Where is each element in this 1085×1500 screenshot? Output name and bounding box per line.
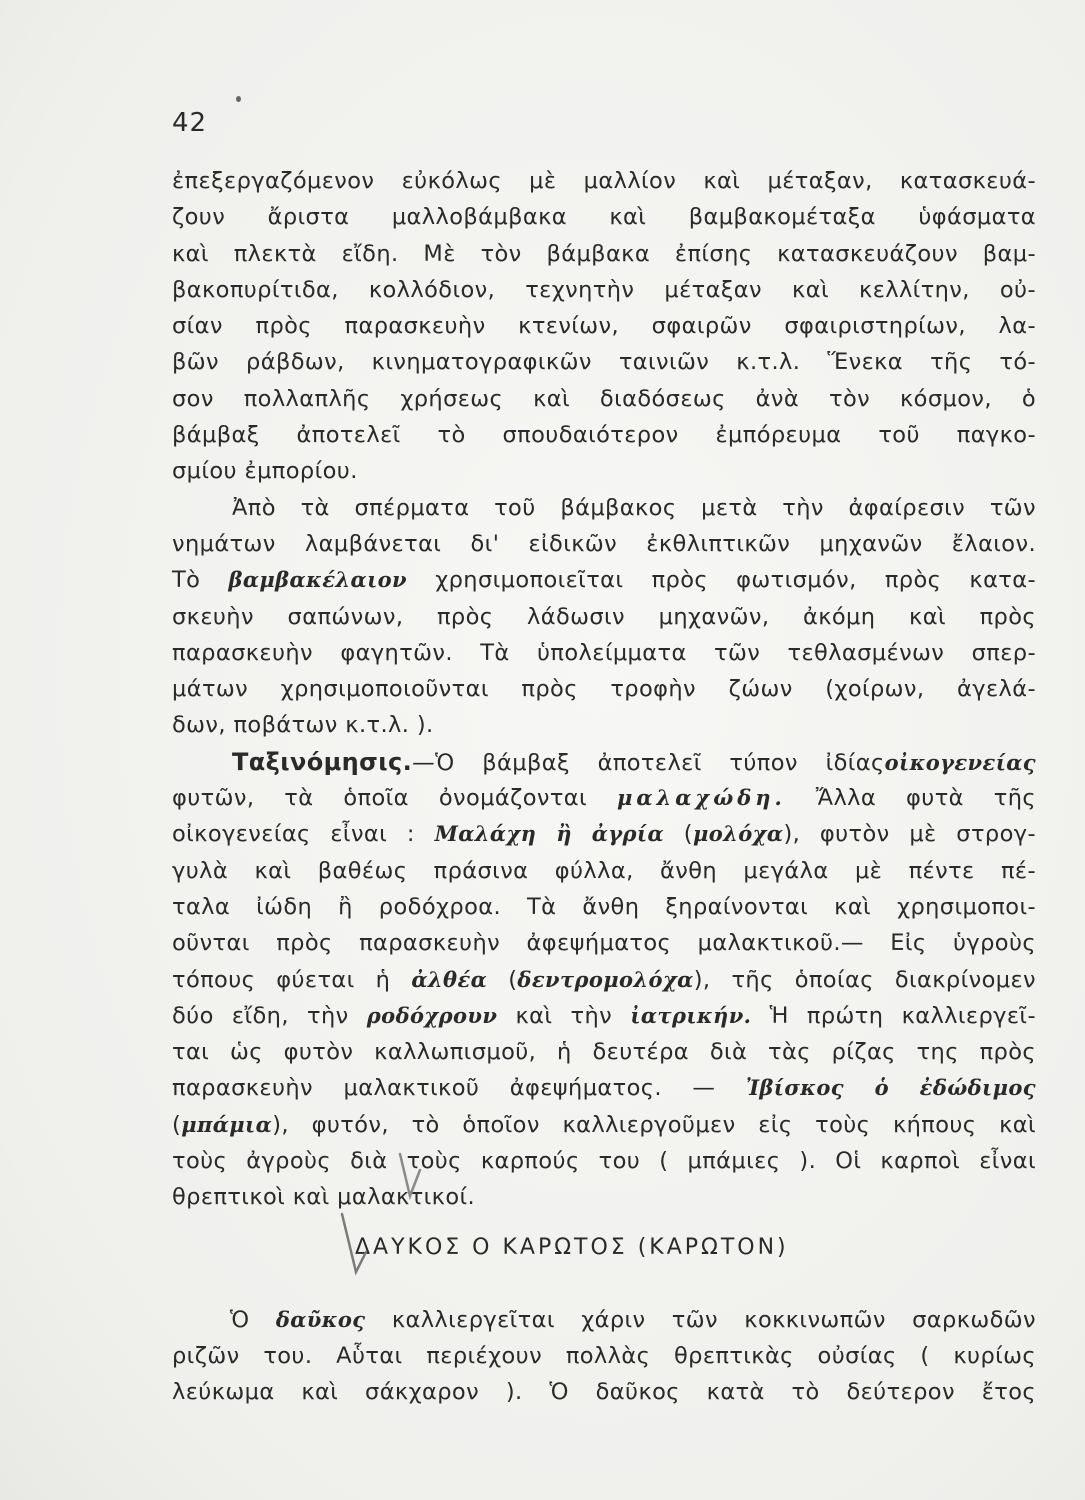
section-title: ΔΑΥΚΟΣ Ο ΚΑΡΩΤΟΣ (ΚΑΡΩΤΟΝ) [355,1235,789,1260]
text-line: καὶ πλεκτὰ εἴδη. Μὲ τὸν βάμβακα ἐπίσης κατασκευάζουν βαμ- [172,240,1036,267]
pencil-check-mark-icon [336,1210,370,1280]
text-fragment: καλλιεργεῖται χάριν τῶν κοκκινωπῶν σαρκωδῶν [391,1306,1036,1333]
text-line: σίαν πρὸς παρασκευὴν κτενίων, σφαιρῶν σφαιριστηρίων, λα- [172,313,1036,340]
text-fragment: ( [683,821,693,848]
pencil-check-mark-icon [1078,1155,1079,1156]
text-line [172,780,1036,816]
pencil-check-mark-icon [396,1150,426,1202]
text-line: σμίου ἐμπορίου. [172,458,358,485]
page-text [172,163,1036,1411]
text-line: βῶν ράβδων, κινηματογραφικῶν ταινιῶν κ.τ.λ. Ἕνεκα τῆς τό- [172,349,1036,376]
term-molocha: μολόχα [692,821,784,847]
term-daukos: δαῦκος [275,1306,366,1332]
text-line: ἐπεξεργαζόμενον εὐκόλως μὲ μαλλίον καὶ μέταξαν, κατασκευά- [172,168,1036,194]
text-line [172,1070,1036,1106]
text-fragment: παρασκευὴν μαλακτικοῦ ἀφεψήματος. — [172,1075,716,1102]
text-line: οῦνται πρὸς παρασκευὴν ἀφεψήματος μαλακτικοῦ.— Εἰς ὑγροὺς [172,930,1036,957]
text-fragment: φυτῶν, τὰ ὁποῖα ὀνομάζονται [172,785,588,812]
term-ibiskos: Ἰβίσκος ὁ ἐδώδιμος [745,1075,1036,1101]
text-line: παρασκευὴν φαγητῶν. Τὰ ὑπολείμματα τῶν τεθλασμένων σπερ- [172,639,1036,666]
text-line: νημάτων λαμβάνεται δι' εἰδικῶν ἐκθλιπτικῶν μηχανῶν ἔλαιον. [172,530,1036,557]
text-fragment: ), φυτόν, τὸ ὁποῖον καλλιεργοῦμεν εἰς τοὺς κήπους καὶ [272,1111,1036,1138]
term-rodochroun: ροδόχρουν [366,1002,498,1028]
classification-heading: Ταξινόμησις. [232,747,413,776]
text-fragment: Ἄλλα φυτὰ τῆς [815,785,1037,812]
text-fragment: καὶ τὴν [515,1002,613,1029]
text-line: ται ὡς φυτὸν καλλωπισμοῦ, ἡ δευτέρα διὰ τὰς ρίζας της πρὸς [172,1039,1036,1066]
text-fragment: χρησιμοποιεῖται πρὸς φωτισμόν, πρὸς κατα- [435,567,1036,594]
text-fragment: ), τῆς ὁποίας διακρίνομεν [693,966,1036,993]
text-fragment: τόπους φύεται ἡ [172,966,391,993]
text-fragment: ), φυτὸν μὲ στρογ- [783,821,1036,848]
text-line [172,744,1036,780]
term-althea: ἀλθέα [411,966,488,992]
text-fragment: δύο εἴδη, τὴν [172,1002,349,1029]
text-line: λεύκωμα καὶ σάκχαρον ). Ὁ δαῦκος κατὰ τὸ δεύτερον ἔτος [172,1379,1036,1406]
text-line: γυλὰ καὶ βαθέως πράσινα φύλλα, ἄνθη μεγάλα μὲ πέντε πέ- [172,857,1036,884]
text-line [172,562,1036,598]
text-line: σκευὴν σαπώνων, πρὸς λάδωσιν μηχανῶν, ἀκόμη καὶ πρὸς [172,603,1036,630]
text-line [172,816,1036,852]
text-line: βάμβαξ ἀποτελεῖ τὸ σπουδαιότερον ἐμπόρευμα τοῦ παγκο- [172,422,1036,449]
text-line: τοὺς ἀγροὺς διὰ τοὺς καρπούς του ( μπάμιες ). Οἱ καρποὶ εἶναι [172,1148,1036,1175]
text-fragment: —Ὁ βάμβαξ ἀποτελεῖ τύπον ἰδίας [412,749,885,776]
text-line [172,998,1036,1034]
text-line [172,1302,1036,1338]
term-dentromolocha: δεντρομολόχα [517,966,694,992]
text-line [172,1107,1036,1143]
term-bamia: μπάμια [181,1111,273,1137]
text-line [172,962,1036,998]
text-line: θρεπτικοὶ καὶ μαλακτικοί. [172,1184,476,1211]
page-number: 42 [172,108,208,138]
term-malachodi: μαλαχώδη. [617,785,786,811]
text-fragment: Τὸ [172,567,201,594]
text-fragment: ( [508,966,518,993]
ink-speck [236,96,241,102]
term-cottonseed-oil: βαμβακέλαιον [228,567,408,593]
text-fragment: οἰκογενείας εἶναι : [172,821,415,848]
text-line: ζουν ἄριστα μαλλοβάμβακα καὶ βαμβακομέταξα ὑφάσματα [172,204,1036,231]
text-line: σον πολλαπλῆς χρήσεως καὶ διαδόσεως ἀνὰ τὸν κόσμον, ὁ [172,385,1036,412]
text-fragment: Ὁ [230,1306,250,1333]
text-line: βακοπυρίτιδα, κολλόδιον, τεχνητὴν μέταξαν καὶ κελλίτην, οὐ- [172,276,1036,303]
text-line: ταλα ἰώδη ἢ ροδόχροα. Τὰ ἄνθη ξηραίνονται καὶ χρησιμοποι- [172,893,1036,920]
text-line: μάτων χρησιμοποιοῦνται πρὸς τροφὴν ζώων (χοίρων, ἀγελά- [172,676,1036,703]
text-line: δων, ποβάτων κ.τ.λ. ). [172,712,434,739]
text-fragment: ( [172,1111,182,1138]
term-iatriki: ἰατρικήν. [630,1002,752,1028]
term-malachi: Μαλάχη ἢ ἀγρία [434,821,665,847]
text-fragment: Ἡ πρώτη καλλιεργεῖ- [769,1002,1036,1029]
text-line: Ἀπὸ τὰ σπέρματα τοῦ βάμβακος μετὰ τὴν ἀφαίρεσιν τῶν [232,494,1036,521]
term-family: οἰκογενείας [884,749,1036,775]
text-line: ριζῶν του. Αὗται περιέχουν πολλὰς θρεπτικὰς οὐσίας ( κυρίως [172,1342,1036,1369]
